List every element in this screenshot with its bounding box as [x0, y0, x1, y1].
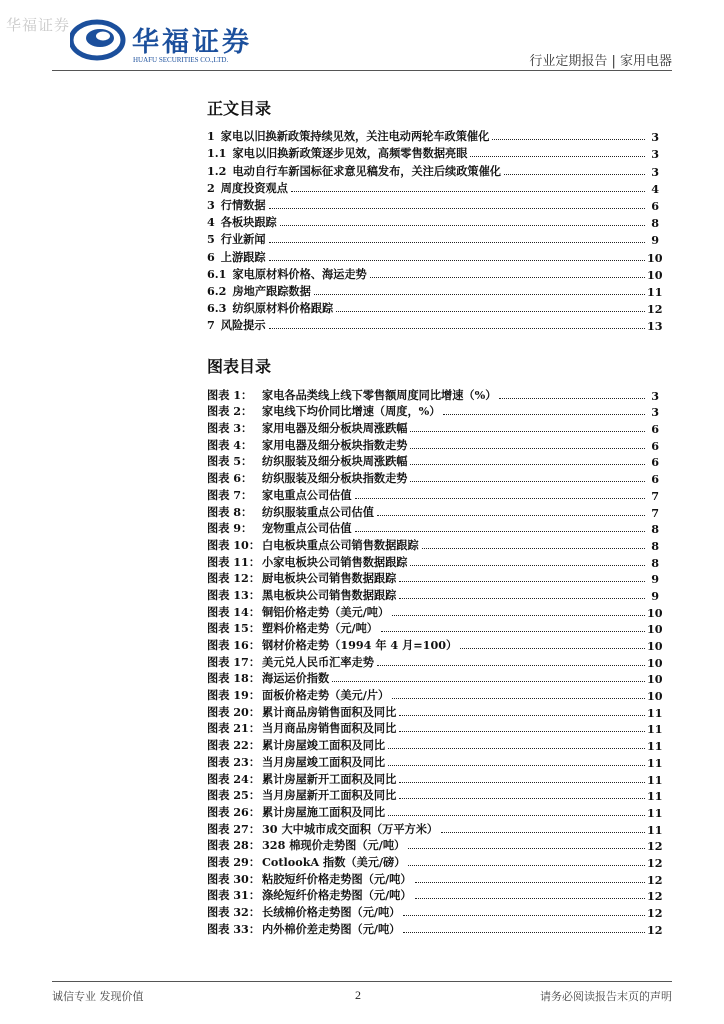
entry-title: 白电板块重点公司销售数据跟踪 — [262, 537, 419, 552]
figure-entry[interactable] — [207, 469, 659, 486]
entry-label-group — [207, 720, 396, 736]
entry-title: 当月商品房销售面积及同比 — [262, 721, 397, 736]
entry-title: 铜铝价格走势（美元/吨） — [262, 604, 390, 619]
entry-title: 房地产跟踪数据 — [232, 283, 311, 298]
entry-page: 10 — [647, 655, 663, 670]
figure-entry[interactable] — [207, 553, 659, 570]
figure-entry[interactable] — [207, 436, 659, 453]
entry-page: 12 — [647, 872, 663, 887]
entry-number: 图表 27： — [207, 821, 261, 836]
entry-title: 30 大中城市成交面积（万平方米） — [262, 821, 439, 836]
figure-entry[interactable] — [207, 486, 659, 503]
entry-label-group — [207, 163, 501, 179]
dot-leader — [381, 631, 645, 632]
dot-leader — [470, 156, 645, 157]
toc-entry[interactable] — [207, 299, 663, 317]
entry-page: 11 — [647, 805, 663, 820]
entry-title: 累计房屋新开工面积及同比 — [262, 771, 397, 786]
entry-number: 图表 25： — [207, 788, 261, 803]
dot-leader — [410, 448, 645, 449]
dot-leader — [314, 294, 645, 295]
toc-entry[interactable] — [207, 230, 659, 247]
dot-leader — [408, 865, 645, 866]
entry-page: 11 — [647, 822, 663, 837]
footer-divider — [52, 981, 672, 982]
entry-label-group — [207, 704, 396, 720]
entry-title: 周度投资观点 — [220, 180, 288, 195]
entry-title: 厨电板块公司销售数据跟踪 — [262, 571, 397, 586]
entry-label-group — [207, 317, 266, 333]
dot-leader — [269, 242, 645, 243]
figure-entry[interactable] — [207, 453, 659, 470]
entry-title: 风险提示 — [220, 318, 266, 333]
entry-label-group — [207, 249, 266, 265]
dot-leader — [403, 932, 645, 933]
figure-entry[interactable] — [207, 403, 659, 420]
entry-label-group — [207, 687, 389, 703]
entry-label-group — [207, 737, 385, 753]
entry-title: 宠物重点公司估值 — [262, 521, 352, 536]
entry-title: 粘胶短纤价格走势图（元/吨） — [262, 871, 412, 886]
entry-number: 图表 6： — [207, 471, 253, 486]
toc-entry[interactable] — [207, 127, 659, 144]
figure-entry[interactable] — [207, 720, 663, 737]
entry-title: 上游跟踪 — [220, 249, 266, 264]
dot-leader — [269, 328, 645, 329]
figure-entry[interactable] — [207, 837, 663, 854]
entry-number: 4 — [207, 215, 215, 230]
entry-number: 图表 19： — [207, 688, 261, 703]
entry-label-group — [207, 787, 396, 803]
entry-page: 9 — [651, 588, 659, 603]
entry-title: 家电以旧换新政策持续见效，关注电动两轮车政策催化 — [220, 129, 490, 144]
entry-title: 电动自行车新国标征求意见稿发布，关注后续政策催化 — [232, 163, 501, 178]
dot-leader — [410, 565, 645, 566]
entry-label-group — [207, 537, 419, 553]
entry-page: 10 — [647, 689, 663, 704]
dot-leader — [355, 498, 645, 499]
footer-disclaimer: 请务必阅读报告末页的声明 — [540, 990, 672, 1003]
dot-leader — [422, 548, 645, 549]
toc-entry[interactable] — [207, 144, 659, 161]
figure-entry[interactable] — [207, 870, 663, 887]
entry-page: 9 — [651, 572, 659, 587]
toc-entry[interactable] — [207, 196, 659, 213]
figure-entry[interactable] — [207, 603, 663, 620]
entry-title: 家电原材料价格、海运走势 — [232, 266, 367, 281]
entry-page: 10 — [647, 605, 663, 620]
figure-entry[interactable] — [207, 620, 663, 637]
entry-page: 6 — [651, 198, 659, 213]
entry-number: 图表 9： — [207, 521, 253, 536]
toc-entry[interactable] — [207, 282, 663, 299]
header-divider — [52, 70, 672, 71]
entry-title: 海运运价指数 — [262, 671, 330, 686]
entry-title: 内外棉价差走势图（元/吨） — [262, 921, 401, 936]
entry-title: 各板块跟踪 — [220, 215, 277, 230]
dot-leader — [492, 139, 645, 140]
entry-title: 钢材价格走势（1994 年 4 月=100） — [262, 638, 458, 652]
entry-label-group — [207, 214, 277, 230]
entry-label-group — [207, 487, 352, 503]
entry-number: 图表 22： — [207, 738, 261, 753]
entry-title: 累计房屋竣工面积及同比 — [262, 738, 386, 753]
figure-entry[interactable] — [207, 887, 663, 904]
entry-number: 图表 30： — [207, 871, 261, 886]
entry-page: 12 — [647, 302, 663, 317]
entry-number: 图表 4： — [207, 437, 253, 452]
entry-number: 1.2 — [207, 163, 227, 178]
huafu-logo-icon — [70, 16, 128, 62]
dot-leader — [370, 277, 645, 278]
dot-leader — [399, 731, 645, 732]
entry-number: 图表 12： — [207, 571, 261, 586]
entry-number: 图表 18： — [207, 671, 261, 686]
figure-entry[interactable] — [207, 686, 663, 704]
entry-label-group — [207, 921, 400, 937]
entry-number: 图表 14： — [207, 604, 261, 619]
logo-english-name: HUAFU SECURITIES CO.,LTD. — [133, 56, 229, 64]
entry-page: 10 — [647, 250, 663, 265]
figure-entry[interactable] — [207, 703, 663, 720]
entry-label-group — [207, 197, 266, 213]
dot-leader — [415, 898, 645, 899]
entry-page: 3 — [651, 388, 659, 403]
entry-page: 4 — [651, 181, 659, 196]
dot-leader — [392, 615, 645, 616]
entry-number: 图表 20： — [207, 704, 261, 719]
entry-number: 图表 3： — [207, 421, 253, 436]
entry-page: 10 — [647, 622, 663, 637]
entry-label-group — [207, 180, 288, 196]
entry-label-group — [207, 504, 374, 520]
entry-number: 图表 11： — [207, 554, 261, 569]
dot-leader — [388, 815, 645, 816]
entry-page: 12 — [647, 889, 663, 904]
entry-number: 图表 23： — [207, 754, 261, 769]
entry-number: 图表 24： — [207, 771, 261, 786]
entry-number: 3 — [207, 197, 215, 212]
entry-label-group — [207, 654, 374, 670]
entry-title: 家用电器及细分板块指数走势 — [262, 437, 408, 452]
dot-leader — [280, 225, 645, 226]
entry-title: 当月房屋新开工面积及同比 — [262, 788, 397, 803]
entry-label-group — [207, 453, 407, 469]
entry-page: 6 — [651, 472, 659, 487]
entry-number: 图表 7： — [207, 487, 253, 502]
entry-label-group — [207, 554, 407, 570]
entry-page: 8 — [651, 216, 659, 231]
entry-number: 图表 10： — [207, 537, 261, 552]
entry-title: 家电重点公司估值 — [262, 487, 352, 502]
entry-label-group — [207, 871, 412, 887]
dot-leader — [441, 832, 645, 833]
entry-title: 家电以旧换新政策逐步见效，高频零售数据亮眼 — [232, 146, 468, 161]
entry-number: 2 — [207, 180, 215, 195]
entry-title: 家电线下均价同比增速（周度，%） — [262, 404, 441, 419]
entry-number: 图表 2： — [207, 404, 253, 419]
entry-label-group — [207, 670, 329, 686]
entry-title: 累计商品房销售面积及同比 — [262, 704, 397, 719]
dot-leader — [269, 208, 645, 209]
entry-number: 7 — [207, 318, 215, 333]
entry-page: 11 — [647, 772, 663, 787]
dot-leader — [410, 481, 645, 482]
dot-leader — [392, 698, 645, 699]
figure-entry[interactable] — [207, 570, 659, 587]
dot-leader — [377, 665, 645, 666]
entry-title: 行业新闻 — [220, 232, 266, 247]
entry-number: 图表 26： — [207, 804, 261, 819]
figure-entry[interactable] — [207, 520, 659, 537]
entry-number: 1.1 — [207, 146, 227, 161]
entry-number: 图表 31： — [207, 888, 261, 903]
dot-leader — [332, 681, 645, 682]
entry-page: 10 — [647, 639, 663, 653]
dot-leader — [403, 915, 645, 916]
figure-entry[interactable] — [207, 853, 663, 870]
dot-leader — [399, 715, 645, 716]
figure-entry[interactable] — [207, 753, 663, 770]
entry-page: 8 — [651, 522, 659, 537]
page-number: 2 — [355, 988, 361, 1002]
entry-label-group — [207, 804, 385, 820]
toc-entry[interactable] — [207, 213, 659, 230]
entry-number: 图表 21： — [207, 721, 261, 736]
entry-number: 图表 1： — [207, 387, 253, 402]
figure-entry[interactable] — [207, 770, 663, 787]
dot-leader — [504, 174, 645, 175]
entry-label-group — [207, 266, 367, 282]
entry-number: 图表 33： — [207, 921, 261, 936]
entry-page: 12 — [647, 906, 663, 920]
dot-leader — [499, 398, 645, 399]
dot-leader — [410, 431, 645, 432]
figures-title: 图表目录 — [207, 357, 272, 376]
entry-label-group — [207, 821, 438, 837]
entry-label-group — [207, 754, 385, 770]
entry-title: 行情数据 — [220, 197, 266, 212]
entry-page: 11 — [647, 284, 663, 299]
entry-label-group — [207, 300, 333, 316]
entry-label-group — [207, 837, 405, 853]
dot-leader — [399, 798, 645, 799]
entry-page: 3 — [651, 130, 659, 145]
entry-title: 面板价格走势（美元/片） — [262, 688, 390, 703]
entry-number: 图表 15： — [207, 621, 261, 636]
entry-page: 3 — [651, 164, 659, 179]
entry-title: 美元兑人民币汇率走势 — [262, 654, 374, 669]
entry-label-group — [207, 403, 440, 419]
figure-entry[interactable] — [207, 386, 659, 403]
entry-title: 小家电板块公司销售数据跟踪 — [262, 554, 408, 569]
entry-title: 累计房屋施工面积及同比 — [262, 804, 386, 819]
entry-number: 5 — [207, 232, 215, 247]
entry-number: 6 — [207, 249, 215, 264]
entry-title: 家电各品类线上线下零售额周度同比增速（%） — [262, 387, 497, 402]
entry-title: 长绒棉价格走势图（元/吨） — [262, 905, 401, 919]
entry-page: 6 — [651, 438, 659, 453]
entry-label-group — [207, 904, 400, 920]
entry-title: 涤纶短纤价格走势图（元/吨） — [262, 888, 412, 903]
footer-slogan: 诚信专业 发现价值 — [52, 990, 144, 1003]
entry-page: 10 — [647, 267, 663, 282]
entry-number: 图表 16： — [207, 638, 261, 652]
entry-page: 11 — [647, 755, 663, 770]
dot-leader — [269, 260, 645, 261]
figure-entry[interactable] — [207, 670, 663, 687]
entry-page: 11 — [647, 722, 663, 737]
toc-entry[interactable] — [207, 265, 663, 282]
dot-leader — [415, 882, 645, 883]
dot-leader — [355, 531, 645, 532]
entry-title: 纺织原材料价格跟踪 — [232, 301, 334, 316]
entry-number: 6.1 — [207, 266, 227, 281]
toc-entry[interactable] — [207, 316, 663, 334]
entry-title: CotlookA 指数（美元/磅） — [262, 854, 406, 869]
toc-entry[interactable] — [207, 247, 663, 265]
entry-page: 3 — [651, 405, 659, 420]
dot-leader — [388, 765, 645, 766]
entry-label-group — [207, 620, 378, 636]
entry-number: 图表 13： — [207, 587, 261, 602]
toc-title: 正文目录 — [207, 99, 272, 118]
dot-leader — [408, 848, 645, 849]
figure-entry[interactable] — [207, 803, 663, 820]
figure-entry[interactable] — [207, 653, 663, 670]
entry-label-group — [207, 145, 467, 161]
entry-page: 13 — [647, 319, 663, 334]
entry-title: 当月房屋竣工面积及同比 — [262, 754, 386, 769]
figure-entry[interactable] — [207, 636, 663, 653]
toc-entry[interactable] — [207, 179, 659, 196]
figure-entry[interactable] — [207, 419, 659, 436]
figure-entry[interactable] — [207, 586, 659, 603]
entry-page: 8 — [651, 538, 659, 553]
entry-label-group — [207, 771, 396, 787]
entry-label-group — [207, 887, 412, 903]
dot-leader — [399, 598, 645, 599]
figures-list — [207, 386, 663, 937]
entry-page: 7 — [651, 488, 659, 503]
entry-number: 图表 29： — [207, 854, 261, 869]
entry-label-group — [207, 420, 407, 436]
report-type: 行业定期报告 | 家用电器 — [529, 54, 672, 69]
entry-number: 6.2 — [207, 283, 227, 298]
dot-leader — [443, 414, 645, 415]
dot-leader — [336, 311, 645, 312]
entry-label-group — [207, 570, 396, 586]
entry-label-group — [207, 231, 266, 247]
watermark: 华福证券 — [6, 16, 71, 34]
entry-label-group — [207, 470, 407, 486]
toc-list — [207, 127, 663, 334]
entry-page: 11 — [647, 789, 663, 804]
dot-leader — [460, 648, 645, 649]
dot-leader — [399, 581, 645, 582]
entry-title: 纺织服装及细分板块指数走势 — [262, 471, 408, 486]
entry-title: 家用电器及细分板块周涨跌幅 — [262, 421, 408, 436]
entry-page: 6 — [651, 455, 659, 470]
dot-leader — [410, 464, 645, 465]
entry-number: 图表 28： — [207, 838, 261, 853]
dot-leader — [399, 782, 645, 783]
entry-title: 纺织服装重点公司估值 — [262, 504, 374, 519]
entry-number: 1 — [207, 129, 215, 144]
entry-label-group — [207, 437, 407, 453]
entry-number: 图表 5： — [207, 454, 253, 469]
entry-title: 328 棉现价走势图（元/吨） — [262, 838, 406, 853]
figure-entry[interactable] — [207, 903, 663, 920]
entry-number: 6.3 — [207, 301, 227, 316]
entry-page: 11 — [647, 705, 663, 720]
figure-entry[interactable] — [207, 787, 663, 804]
entry-page: 10 — [647, 672, 663, 687]
entry-page: 8 — [651, 555, 659, 570]
company-logo — [70, 16, 270, 66]
entry-title: 黑电板块公司销售数据跟踪 — [262, 587, 397, 602]
entry-label-group — [207, 637, 457, 653]
entry-page: 3 — [651, 147, 659, 162]
figure-entry[interactable] — [207, 503, 659, 520]
entry-number: 图表 8： — [207, 504, 253, 519]
entry-number: 图表 17： — [207, 654, 261, 669]
logo-chinese-name: 华福证券 — [132, 27, 252, 58]
figure-entry[interactable] — [207, 920, 663, 937]
entry-page: 6 — [651, 422, 659, 437]
entry-page: 12 — [647, 855, 663, 870]
entry-page: 11 — [647, 739, 663, 754]
entry-title: 纺织服装及细分板块周涨跌幅 — [262, 454, 408, 469]
entry-label-group — [207, 604, 389, 620]
entry-page: 12 — [647, 922, 663, 937]
dot-leader — [377, 515, 645, 516]
entry-title: 塑料价格走势（元/吨） — [262, 621, 378, 636]
entry-label-group — [207, 283, 311, 299]
entry-label-group — [207, 128, 489, 144]
entry-label-group — [207, 387, 496, 403]
figure-entry[interactable] — [207, 820, 663, 837]
toc-entry[interactable] — [207, 161, 659, 178]
figure-entry[interactable] — [207, 536, 659, 553]
entry-label-group — [207, 587, 396, 603]
entry-label-group — [207, 854, 405, 870]
dot-leader — [388, 748, 645, 749]
entry-page: 12 — [647, 839, 663, 854]
entry-number: 图表 32： — [207, 905, 261, 919]
entry-label-group — [207, 520, 352, 536]
entry-page: 7 — [651, 505, 659, 520]
dot-leader — [291, 191, 645, 192]
entry-page: 9 — [651, 233, 659, 248]
figure-entry[interactable] — [207, 736, 663, 754]
